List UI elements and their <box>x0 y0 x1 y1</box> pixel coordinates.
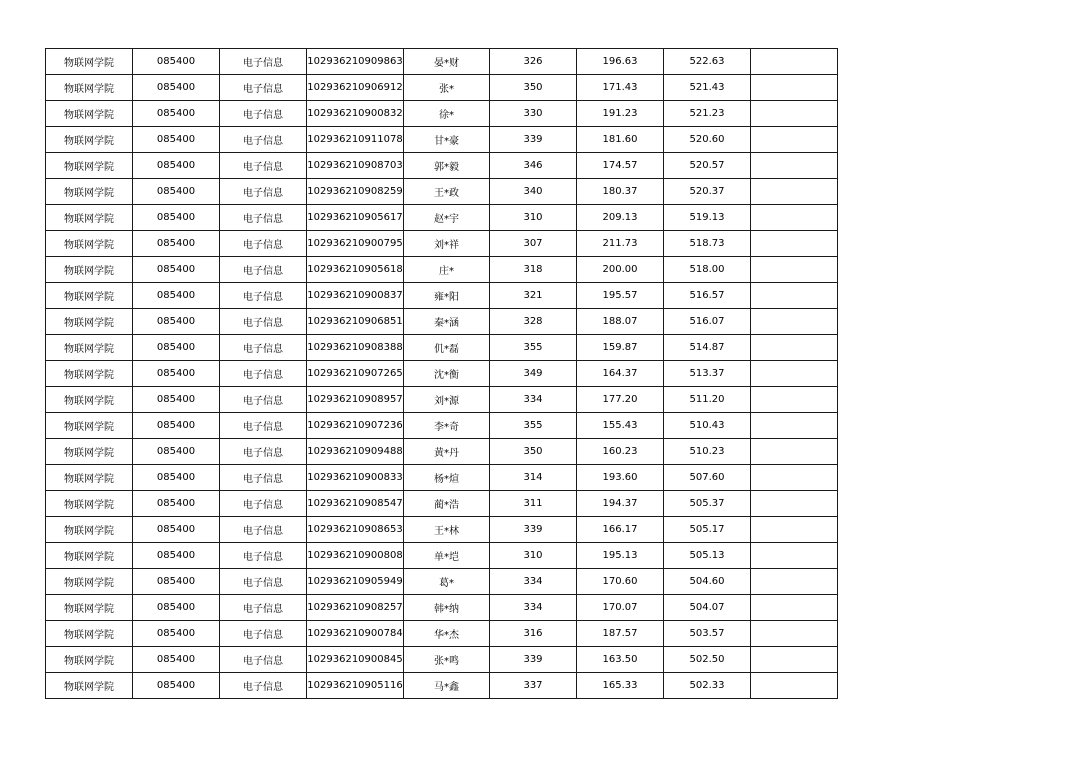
student-name-cell: 甘*豪 <box>404 127 490 153</box>
major-name-cell: 电子信息 <box>220 517 307 543</box>
student-name-cell: 赵*宇 <box>404 205 490 231</box>
prelim-score-cell: 350 <box>490 75 577 101</box>
major-code-cell: 085400 <box>133 127 220 153</box>
table-row <box>46 335 838 361</box>
student-name-cell: 杨*煊 <box>404 465 490 491</box>
prelim-score-cell: 350 <box>490 439 577 465</box>
college-cell: 物联网学院 <box>46 387 133 413</box>
total-score-cell: 511.20 <box>664 387 751 413</box>
total-score-cell: 502.50 <box>664 647 751 673</box>
table-row <box>46 647 838 673</box>
major-code-cell: 085400 <box>133 361 220 387</box>
retest-score-cell: 160.23 <box>577 439 664 465</box>
exam-id-cell: 102936210900832 <box>307 101 404 127</box>
college-cell: 物联网学院 <box>46 517 133 543</box>
remark-cell <box>751 621 838 647</box>
remark-cell <box>751 101 838 127</box>
exam-id-cell: 102936210900837 <box>307 283 404 309</box>
college-cell: 物联网学院 <box>46 335 133 361</box>
remark-cell <box>751 517 838 543</box>
remark-cell <box>751 543 838 569</box>
remark-cell <box>751 335 838 361</box>
remark-cell <box>751 387 838 413</box>
prelim-score-cell: 337 <box>490 673 577 699</box>
total-score-cell: 504.60 <box>664 569 751 595</box>
prelim-score-cell: 334 <box>490 595 577 621</box>
retest-score-cell: 166.17 <box>577 517 664 543</box>
total-score-cell: 520.57 <box>664 153 751 179</box>
exam-id-cell: 102936210907236 <box>307 413 404 439</box>
major-name-cell: 电子信息 <box>220 257 307 283</box>
college-cell: 物联网学院 <box>46 49 133 75</box>
retest-score-cell: 164.37 <box>577 361 664 387</box>
major-name-cell: 电子信息 <box>220 673 307 699</box>
prelim-score-cell: 334 <box>490 387 577 413</box>
major-code-cell: 085400 <box>133 283 220 309</box>
remark-cell <box>751 439 838 465</box>
college-cell: 物联网学院 <box>46 101 133 127</box>
prelim-score-cell: 339 <box>490 647 577 673</box>
total-score-cell: 510.23 <box>664 439 751 465</box>
total-score-cell: 516.57 <box>664 283 751 309</box>
college-cell: 物联网学院 <box>46 673 133 699</box>
major-code-cell: 085400 <box>133 595 220 621</box>
major-code-cell: 085400 <box>133 101 220 127</box>
student-name-cell: 庄* <box>404 257 490 283</box>
student-name-cell: 秦*涵 <box>404 309 490 335</box>
table-row <box>46 127 838 153</box>
remark-cell <box>751 127 838 153</box>
major-name-cell: 电子信息 <box>220 439 307 465</box>
total-score-cell: 505.13 <box>664 543 751 569</box>
exam-id-cell: 102936210908257 <box>307 595 404 621</box>
prelim-score-cell: 310 <box>490 205 577 231</box>
prelim-score-cell: 318 <box>490 257 577 283</box>
remark-cell <box>751 231 838 257</box>
retest-score-cell: 171.43 <box>577 75 664 101</box>
major-code-cell: 085400 <box>133 49 220 75</box>
major-name-cell: 电子信息 <box>220 75 307 101</box>
major-name-cell: 电子信息 <box>220 647 307 673</box>
prelim-score-cell: 321 <box>490 283 577 309</box>
major-code-cell: 085400 <box>133 569 220 595</box>
total-score-cell: 521.23 <box>664 101 751 127</box>
total-score-cell: 514.87 <box>664 335 751 361</box>
table-row <box>46 309 838 335</box>
table-row <box>46 465 838 491</box>
retest-score-cell: 177.20 <box>577 387 664 413</box>
total-score-cell: 520.37 <box>664 179 751 205</box>
student-name-cell: 晏*财 <box>404 49 490 75</box>
major-name-cell: 电子信息 <box>220 465 307 491</box>
remark-cell <box>751 673 838 699</box>
exam-id-cell: 102936210905116 <box>307 673 404 699</box>
remark-cell <box>751 569 838 595</box>
major-code-cell: 085400 <box>133 465 220 491</box>
remark-cell <box>751 257 838 283</box>
major-name-cell: 电子信息 <box>220 413 307 439</box>
major-code-cell: 085400 <box>133 543 220 569</box>
remark-cell <box>751 309 838 335</box>
college-cell: 物联网学院 <box>46 647 133 673</box>
student-name-cell: 仉*磊 <box>404 335 490 361</box>
major-name-cell: 电子信息 <box>220 595 307 621</box>
table-row <box>46 595 838 621</box>
major-code-cell: 085400 <box>133 257 220 283</box>
college-cell: 物联网学院 <box>46 127 133 153</box>
table-row <box>46 569 838 595</box>
table-row <box>46 153 838 179</box>
total-score-cell: 502.33 <box>664 673 751 699</box>
total-score-cell: 520.60 <box>664 127 751 153</box>
remark-cell <box>751 75 838 101</box>
exam-id-cell: 102936210909488 <box>307 439 404 465</box>
college-cell: 物联网学院 <box>46 595 133 621</box>
total-score-cell: 519.13 <box>664 205 751 231</box>
student-name-cell: 王*政 <box>404 179 490 205</box>
retest-score-cell: 170.07 <box>577 595 664 621</box>
major-code-cell: 085400 <box>133 439 220 465</box>
college-cell: 物联网学院 <box>46 257 133 283</box>
total-score-cell: 518.00 <box>664 257 751 283</box>
retest-score-cell: 188.07 <box>577 309 664 335</box>
prelim-score-cell: 355 <box>490 335 577 361</box>
prelim-score-cell: 330 <box>490 101 577 127</box>
table-row <box>46 75 838 101</box>
table-row <box>46 49 838 75</box>
student-name-cell: 沈*衡 <box>404 361 490 387</box>
exam-id-cell: 102936210900795 <box>307 231 404 257</box>
remark-cell <box>751 595 838 621</box>
college-cell: 物联网学院 <box>46 361 133 387</box>
retest-score-cell: 163.50 <box>577 647 664 673</box>
table-row <box>46 283 838 309</box>
table-row <box>46 179 838 205</box>
remark-cell <box>751 283 838 309</box>
student-name-cell: 张* <box>404 75 490 101</box>
retest-score-cell: 209.13 <box>577 205 664 231</box>
table-row <box>46 257 838 283</box>
exam-id-cell: 102936210906851 <box>307 309 404 335</box>
exam-id-cell: 102936210900784 <box>307 621 404 647</box>
exam-id-cell: 102936210900845 <box>307 647 404 673</box>
major-code-cell: 085400 <box>133 517 220 543</box>
prelim-score-cell: 349 <box>490 361 577 387</box>
major-name-cell: 电子信息 <box>220 543 307 569</box>
college-cell: 物联网学院 <box>46 543 133 569</box>
major-name-cell: 电子信息 <box>220 179 307 205</box>
major-name-cell: 电子信息 <box>220 621 307 647</box>
table-row <box>46 413 838 439</box>
remark-cell <box>751 49 838 75</box>
retest-score-cell: 195.13 <box>577 543 664 569</box>
retest-score-cell: 180.37 <box>577 179 664 205</box>
table-row <box>46 387 838 413</box>
remark-cell <box>751 153 838 179</box>
student-name-cell: 郭*毅 <box>404 153 490 179</box>
retest-score-cell: 195.57 <box>577 283 664 309</box>
retest-score-cell: 211.73 <box>577 231 664 257</box>
major-code-cell: 085400 <box>133 309 220 335</box>
total-score-cell: 510.43 <box>664 413 751 439</box>
major-name-cell: 电子信息 <box>220 283 307 309</box>
major-code-cell: 085400 <box>133 335 220 361</box>
total-score-cell: 507.60 <box>664 465 751 491</box>
major-name-cell: 电子信息 <box>220 153 307 179</box>
table-row <box>46 517 838 543</box>
exam-id-cell: 102936210908703 <box>307 153 404 179</box>
major-code-cell: 085400 <box>133 75 220 101</box>
prelim-score-cell: 355 <box>490 413 577 439</box>
prelim-score-cell: 326 <box>490 49 577 75</box>
major-code-cell: 085400 <box>133 491 220 517</box>
student-name-cell: 马*鑫 <box>404 673 490 699</box>
student-name-cell: 刘*祥 <box>404 231 490 257</box>
prelim-score-cell: 311 <box>490 491 577 517</box>
major-code-cell: 085400 <box>133 179 220 205</box>
major-name-cell: 电子信息 <box>220 205 307 231</box>
exam-id-cell: 102936210908259 <box>307 179 404 205</box>
exam-id-cell: 102936210906912 <box>307 75 404 101</box>
remark-cell <box>751 647 838 673</box>
college-cell: 物联网学院 <box>46 439 133 465</box>
exam-id-cell: 102936210905617 <box>307 205 404 231</box>
major-code-cell: 085400 <box>133 673 220 699</box>
prelim-score-cell: 314 <box>490 465 577 491</box>
retest-score-cell: 200.00 <box>577 257 664 283</box>
total-score-cell: 516.07 <box>664 309 751 335</box>
total-score-cell: 504.07 <box>664 595 751 621</box>
table-row <box>46 231 838 257</box>
college-cell: 物联网学院 <box>46 413 133 439</box>
total-score-cell: 513.37 <box>664 361 751 387</box>
student-name-cell: 华*杰 <box>404 621 490 647</box>
retest-score-cell: 174.57 <box>577 153 664 179</box>
remark-cell <box>751 179 838 205</box>
prelim-score-cell: 340 <box>490 179 577 205</box>
exam-id-cell: 102936210911078 <box>307 127 404 153</box>
college-cell: 物联网学院 <box>46 231 133 257</box>
total-score-cell: 522.63 <box>664 49 751 75</box>
prelim-score-cell: 328 <box>490 309 577 335</box>
table-row <box>46 439 838 465</box>
prelim-score-cell: 339 <box>490 127 577 153</box>
major-name-cell: 电子信息 <box>220 309 307 335</box>
prelim-score-cell: 307 <box>490 231 577 257</box>
student-name-cell: 单*垲 <box>404 543 490 569</box>
table-row <box>46 673 838 699</box>
total-score-cell: 505.17 <box>664 517 751 543</box>
score-table <box>45 48 838 699</box>
major-name-cell: 电子信息 <box>220 569 307 595</box>
table-row <box>46 361 838 387</box>
retest-score-cell: 170.60 <box>577 569 664 595</box>
student-name-cell: 刘*源 <box>404 387 490 413</box>
student-name-cell: 蔺*浩 <box>404 491 490 517</box>
prelim-score-cell: 346 <box>490 153 577 179</box>
exam-id-cell: 102936210908653 <box>307 517 404 543</box>
college-cell: 物联网学院 <box>46 205 133 231</box>
major-code-cell: 085400 <box>133 647 220 673</box>
major-name-cell: 电子信息 <box>220 49 307 75</box>
exam-id-cell: 102936210908388 <box>307 335 404 361</box>
college-cell: 物联网学院 <box>46 283 133 309</box>
student-name-cell: 徐* <box>404 101 490 127</box>
major-name-cell: 电子信息 <box>220 491 307 517</box>
table-row <box>46 205 838 231</box>
student-name-cell: 雍*阳 <box>404 283 490 309</box>
major-code-cell: 085400 <box>133 205 220 231</box>
total-score-cell: 505.37 <box>664 491 751 517</box>
total-score-cell: 503.57 <box>664 621 751 647</box>
college-cell: 物联网学院 <box>46 75 133 101</box>
retest-score-cell: 155.43 <box>577 413 664 439</box>
college-cell: 物联网学院 <box>46 465 133 491</box>
college-cell: 物联网学院 <box>46 153 133 179</box>
college-cell: 物联网学院 <box>46 309 133 335</box>
remark-cell <box>751 465 838 491</box>
table-body <box>46 49 838 699</box>
major-code-cell: 085400 <box>133 387 220 413</box>
exam-id-cell: 102936210908547 <box>307 491 404 517</box>
exam-id-cell: 102936210900833 <box>307 465 404 491</box>
prelim-score-cell: 310 <box>490 543 577 569</box>
total-score-cell: 518.73 <box>664 231 751 257</box>
retest-score-cell: 159.87 <box>577 335 664 361</box>
college-cell: 物联网学院 <box>46 569 133 595</box>
student-name-cell: 李*奇 <box>404 413 490 439</box>
retest-score-cell: 193.60 <box>577 465 664 491</box>
prelim-score-cell: 334 <box>490 569 577 595</box>
retest-score-cell: 191.23 <box>577 101 664 127</box>
exam-id-cell: 102936210909863 <box>307 49 404 75</box>
exam-id-cell: 102936210905618 <box>307 257 404 283</box>
remark-cell <box>751 491 838 517</box>
major-name-cell: 电子信息 <box>220 231 307 257</box>
exam-id-cell: 102936210900808 <box>307 543 404 569</box>
student-name-cell: 葛* <box>404 569 490 595</box>
college-cell: 物联网学院 <box>46 621 133 647</box>
major-name-cell: 电子信息 <box>220 101 307 127</box>
major-code-cell: 085400 <box>133 621 220 647</box>
table-row <box>46 621 838 647</box>
student-name-cell: 张*鸣 <box>404 647 490 673</box>
major-name-cell: 电子信息 <box>220 127 307 153</box>
major-code-cell: 085400 <box>133 413 220 439</box>
student-name-cell: 韩*纳 <box>404 595 490 621</box>
prelim-score-cell: 339 <box>490 517 577 543</box>
table-row <box>46 101 838 127</box>
exam-id-cell: 102936210907265 <box>307 361 404 387</box>
college-cell: 物联网学院 <box>46 491 133 517</box>
total-score-cell: 521.43 <box>664 75 751 101</box>
remark-cell <box>751 205 838 231</box>
major-name-cell: 电子信息 <box>220 387 307 413</box>
prelim-score-cell: 316 <box>490 621 577 647</box>
exam-id-cell: 102936210905949 <box>307 569 404 595</box>
retest-score-cell: 194.37 <box>577 491 664 517</box>
student-name-cell: 黄*丹 <box>404 439 490 465</box>
table-row <box>46 491 838 517</box>
retest-score-cell: 187.57 <box>577 621 664 647</box>
table-row <box>46 543 838 569</box>
student-name-cell: 王*林 <box>404 517 490 543</box>
retest-score-cell: 181.60 <box>577 127 664 153</box>
remark-cell <box>751 413 838 439</box>
major-name-cell: 电子信息 <box>220 361 307 387</box>
college-cell: 物联网学院 <box>46 179 133 205</box>
retest-score-cell: 196.63 <box>577 49 664 75</box>
exam-id-cell: 102936210908957 <box>307 387 404 413</box>
major-code-cell: 085400 <box>133 153 220 179</box>
retest-score-cell: 165.33 <box>577 673 664 699</box>
major-name-cell: 电子信息 <box>220 335 307 361</box>
major-code-cell: 085400 <box>133 231 220 257</box>
remark-cell <box>751 361 838 387</box>
